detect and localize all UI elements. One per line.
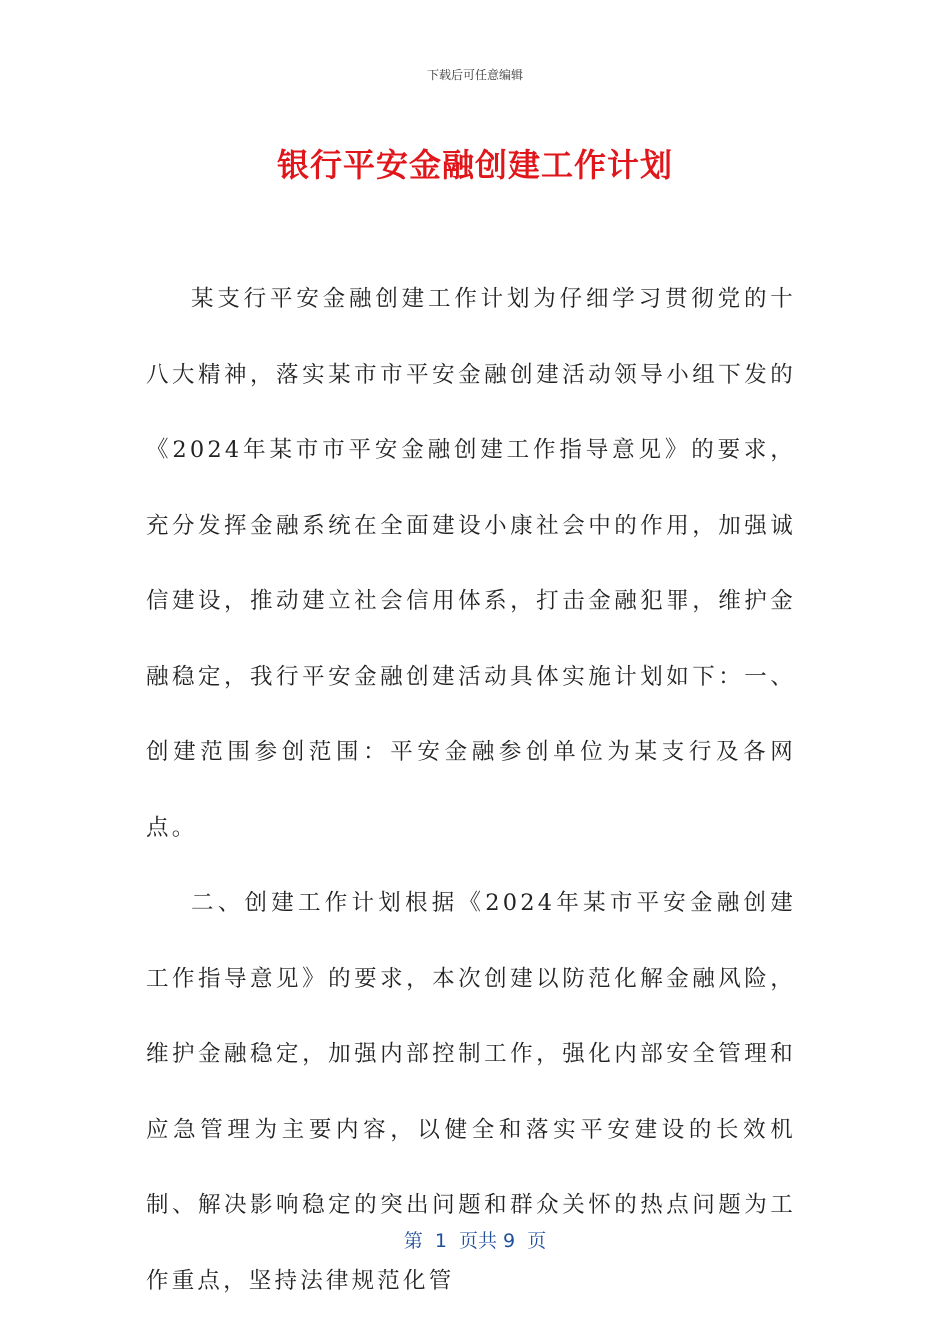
- paragraph-1: 某支行平安金融创建工作计划为仔细学习贯彻党的十八大精神，落实某市市平安金融创建活动领导小组下发的《2024年某市市平安金融创建工作指导意见》的要求，充分发挥金融系统在全面建设小康社会中的作用，加强诚信建设，推动建立社会信用体系，打击金融犯罪，维护金融稳定，我行平安金融创建活动具体实施计划如下：一、创建范围参创范围：平安金融参创单位为某支行及各网点。: [146, 286, 796, 841]
- document-title: 银行平安金融创建工作计划: [276, 146, 673, 184]
- paragraph-2: 二、创建工作计划根据《2024年某市平安金融创建工作指导意见》的要求，本次创建以防范化解金融风险，维护金融稳定，加强内部控制工作，强化内部安全管理和应急管理为主要内容，以健全和落实平安建设的长效机制、解决影响稳定的突出问题和群众关怀的热点问题为工作重点，坚持法律规范化管: [146, 890, 796, 1294]
- document-body: [146, 262, 796, 1319]
- header-note: 下载后可任意编辑: [426, 68, 523, 82]
- page-number-footer: 第 1 页共 9 页: [403, 1230, 547, 1252]
